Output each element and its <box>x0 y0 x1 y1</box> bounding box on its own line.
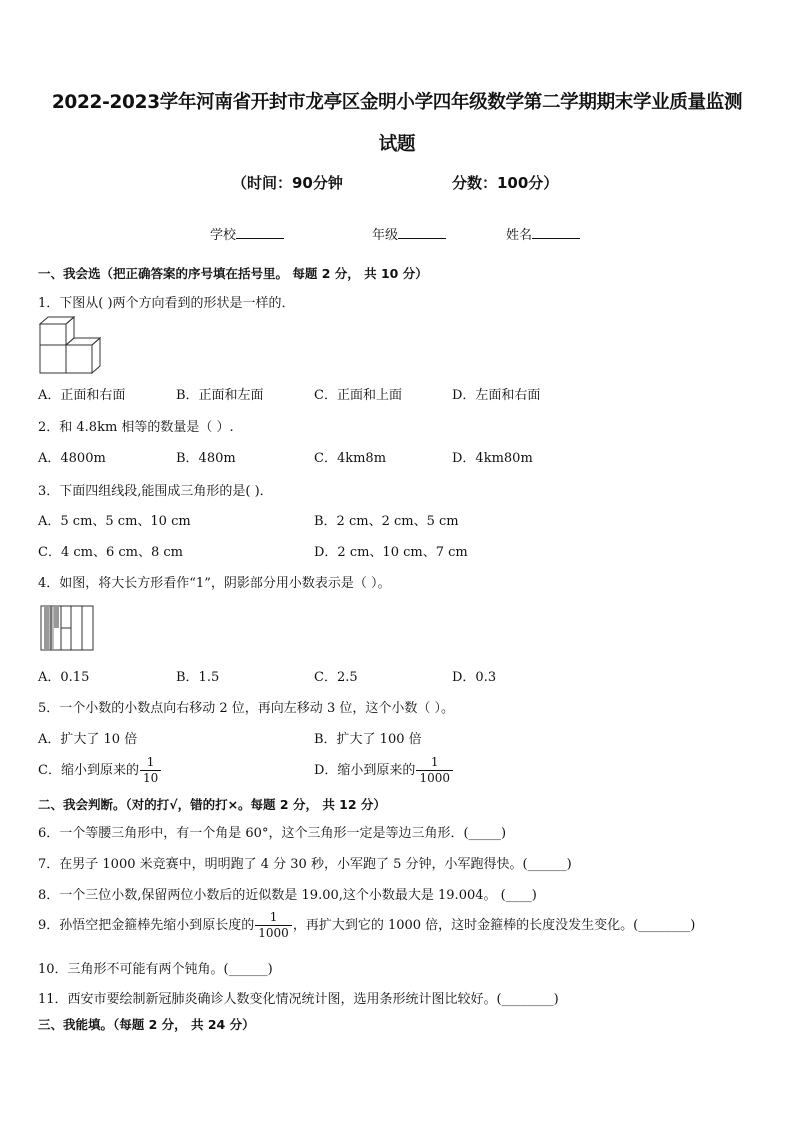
question-9[interactable] <box>38 910 695 941</box>
question-10[interactable]: 10．三角形不可能有两个钝角。(______) <box>38 962 273 977</box>
question-4-stem: 4．如图，将大长方形看作“1”，阴影部分用小数表示是（ ）。 <box>38 576 391 591</box>
question-8[interactable]: 8．一个三位小数,保留两位小数后的近似数是 19.00,这个小数最大是 19.004。 (____) <box>38 888 537 903</box>
cube-stack-figure <box>38 314 108 376</box>
name-field <box>506 224 580 243</box>
name-blank[interactable] <box>532 226 580 239</box>
question-11[interactable]: 11．西安市要绘制新冠肺炎确诊人数变化情况统计图，选用条形统计图比较好。(________) <box>38 992 559 1007</box>
question-9-post: ，再扩大到它的 1000 倍，这时金箍棒的长度没发生变化。(________) <box>292 918 696 933</box>
q3-option-b[interactable]: B．2 cm、2 cm、5 cm <box>314 514 459 529</box>
q2-option-d[interactable]: D．4km80m <box>452 451 533 466</box>
q5-option-a[interactable]: A．扩大了 10 倍 <box>38 732 138 747</box>
fraction-denominator: 10 <box>140 770 161 786</box>
question-9-fraction <box>255 910 292 941</box>
q3-option-d[interactable]: D．2 cm、10 cm、7 cm <box>314 545 468 560</box>
q1-option-a[interactable]: A．正面和右面 <box>38 388 126 403</box>
q2-option-c[interactable]: C．4km8m <box>314 451 387 466</box>
q5-option-d-text: D．缩小到原来的 <box>314 763 416 778</box>
question-5-stem: 5．一个小数的小数点向右移动 2 位，再向左移动 3 位，这个小数（ ）。 <box>38 701 454 716</box>
section-3-heading: 三、我能填。（每题 2 分， 共 24 分） <box>38 1017 255 1032</box>
school-label: 学校 <box>210 228 237 243</box>
q1-option-c[interactable]: C．正面和上面 <box>314 388 402 403</box>
fraction-denominator: 1000 <box>255 925 292 941</box>
page-title: 2022-2023学年河南省开封市龙亭区金明小学四年级数学第二学期期末学业质量监测 <box>51 92 743 113</box>
q3-option-a[interactable]: A．5 cm、5 cm、10 cm <box>38 514 191 529</box>
question-1-stem: 1．下图从( )两个方向看到的形状是一样的． <box>38 296 295 311</box>
q5-option-c[interactable] <box>38 755 162 786</box>
exam-time: （时间：90分钟 <box>232 174 343 192</box>
section-2-heading: 二、我会判断。（对的打√，错的打×。每题 2 分， 共 12 分） <box>38 797 386 812</box>
q1-option-b[interactable]: B．正面和左面 <box>176 388 264 403</box>
q2-option-b[interactable]: B．480m <box>176 451 236 466</box>
q5-option-d[interactable] <box>314 755 454 786</box>
q4-option-d[interactable]: D．0.3 <box>452 670 497 685</box>
fraction-numerator: 1 <box>269 910 278 924</box>
q5-option-c-text: C．缩小到原来的 <box>38 763 139 778</box>
name-label: 姓名 <box>506 228 533 243</box>
grade-label: 年级 <box>372 228 399 243</box>
grade-field <box>372 224 446 243</box>
grade-blank[interactable] <box>398 226 446 239</box>
school-field <box>210 224 284 243</box>
page-title-line2: 试题 <box>378 134 416 155</box>
q5-option-c-fraction <box>140 755 161 786</box>
q5-option-b[interactable]: B．扩大了 100 倍 <box>314 732 422 747</box>
q5-option-d-fraction <box>416 755 453 786</box>
q4-option-a[interactable]: A．0.15 <box>38 670 90 685</box>
question-7[interactable]: 7．在男子 1000 米竞赛中，明明跑了 4 分 30 秒，小军跑了 5 分钟，小军跑得快。(______) <box>38 857 572 872</box>
fraction-numerator: 1 <box>430 755 439 769</box>
fraction-numerator: 1 <box>146 755 155 769</box>
school-blank[interactable] <box>236 226 284 239</box>
q1-option-d[interactable]: D．左面和右面 <box>452 388 541 403</box>
section-1-heading: 一、我会选（把正确答案的序号填在括号里。 每题 2 分， 共 10 分） <box>38 266 428 281</box>
q2-option-a[interactable]: A．4800m <box>38 451 106 466</box>
shaded-rectangle-figure <box>40 605 96 651</box>
question-2-stem: 2．和 4.8km 相等的数量是（ ）. <box>38 420 234 435</box>
q4-option-c[interactable]: C．2.5 <box>314 670 358 685</box>
question-6[interactable]: 6．一个等腰三角形中，有一个角是 60°，这个三角形一定是等边三角形．(_____) <box>38 826 507 841</box>
q4-option-b[interactable]: B．1.5 <box>176 670 220 685</box>
question-9-pre: 9．孙悟空把金箍棒先缩小到原长度的 <box>38 918 255 933</box>
fraction-denominator: 1000 <box>416 770 453 786</box>
q3-option-c[interactable]: C．4 cm、6 cm、8 cm <box>38 545 183 560</box>
question-3-stem: 3．下面四组线段,能围成三角形的是( )． <box>38 484 273 499</box>
exam-score: 分数：100分） <box>452 174 559 192</box>
